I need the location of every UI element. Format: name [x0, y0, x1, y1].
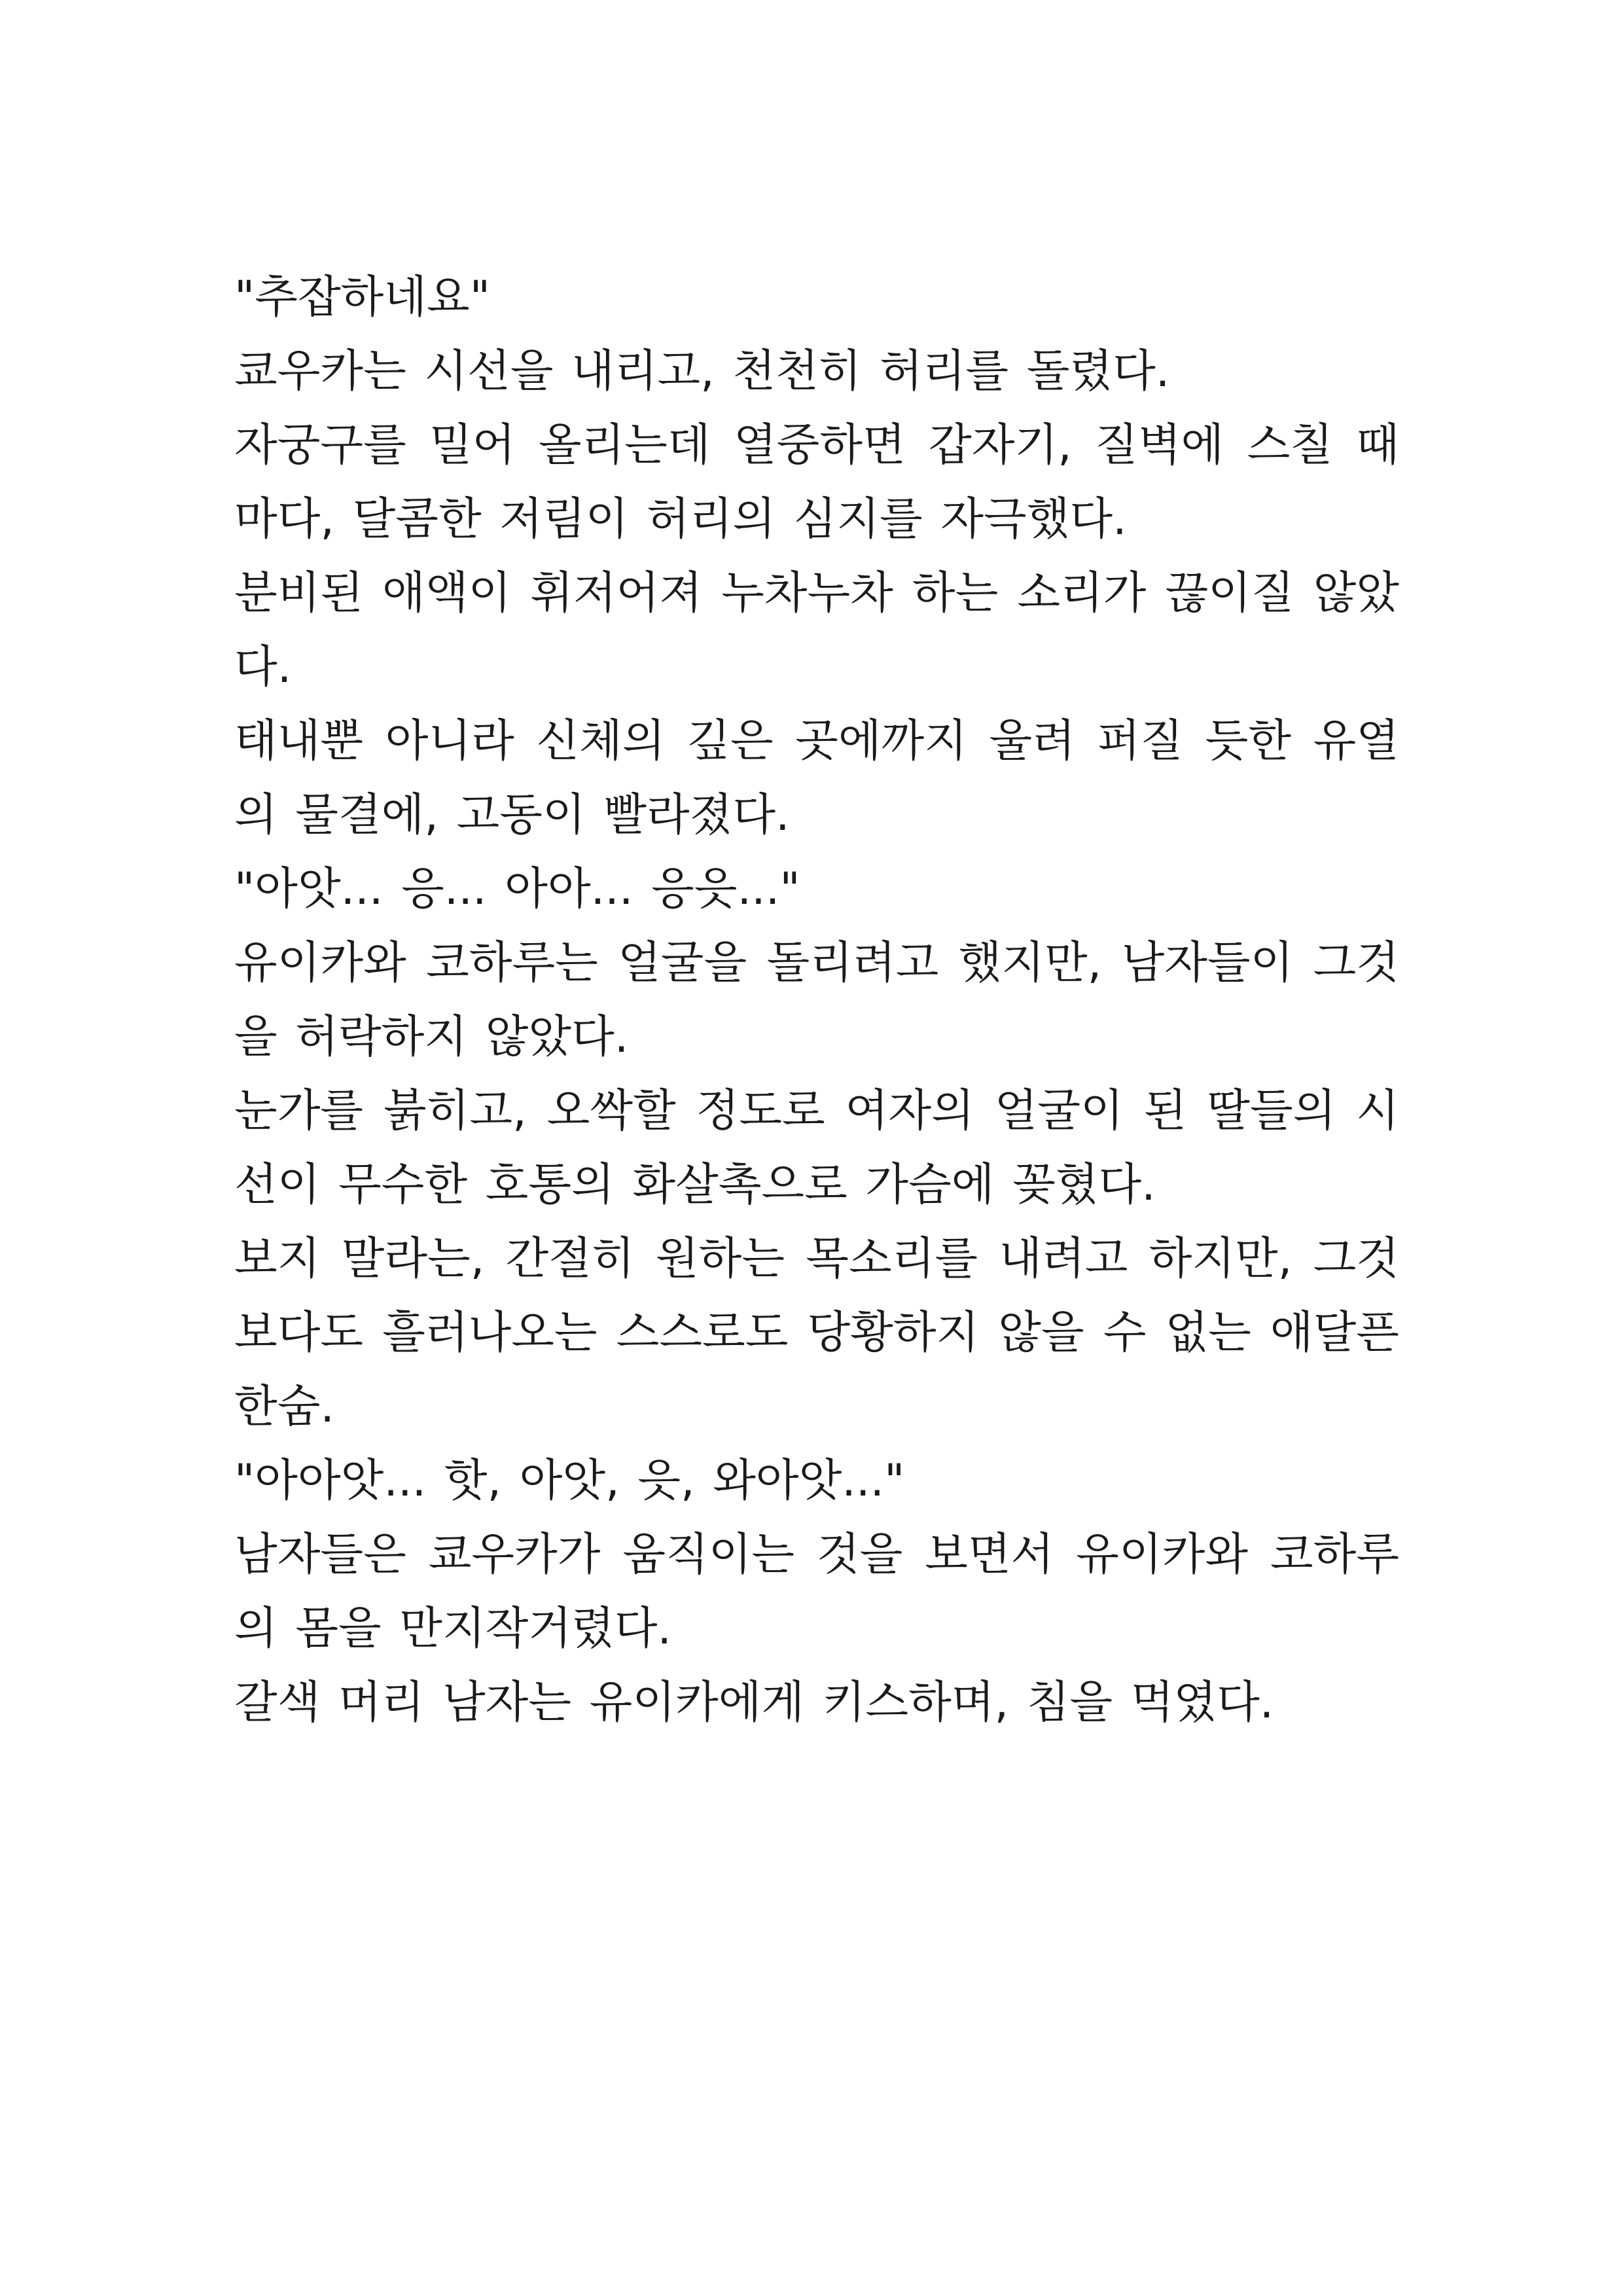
- paragraph: 태내뿐 아니라 신체의 깊은 곳에까지 울려 퍼질 듯한 유열의 물결에, 고동이 빨라졌다.: [234, 715, 1399, 841]
- paragraph: 분비된 애액이 휘저어져 누차누차 하는 소리가 끊이질 않았다.: [234, 567, 1399, 693]
- paragraph: "아앗... 응... 아아... 응읏...": [234, 863, 800, 915]
- paragraph: "아아앗... 핫, 아앗, 읏, 와아앗...": [234, 1455, 905, 1507]
- paragraph: 자궁구를 밀어 올리는데 열중하면 갑자기, 질벽에 스칠 때마다, 달콤한 저림이 허리의 심지를 자극했다.: [234, 420, 1399, 545]
- paragraph: "추잡하네요": [234, 272, 490, 323]
- paragraph: 갈색 머리 남자는 유이카에게 키스하며, 침을 먹였다.: [234, 1677, 1274, 1729]
- paragraph: 보지 말라는, 간절히 원하는 목소리를 내려고 하지만, 그것보다도 흘러나오는 스스로도 당황하지 않을 수 없는 애달픈 한숨.: [234, 1233, 1399, 1433]
- paragraph: 유이카와 코하루는 얼굴을 돌리려고 했지만, 남자들이 그것을 허락하지 않았다.: [234, 937, 1399, 1063]
- paragraph: 눈가를 붉히고, 오싹할 정도로 여자의 얼굴이 된 딸들의 시선이 무수한 호통의 화살촉으로 가슴에 꽂혔다.: [234, 1085, 1399, 1211]
- paragraph: 남자들은 쿄우카가 움직이는 것을 보면서 유이카와 코하루의 몸을 만지작거렸다.: [234, 1529, 1399, 1655]
- paragraph: 쿄우카는 시선을 내리고, 천천히 허리를 돌렸다.: [234, 346, 1170, 397]
- document-text-body: [234, 260, 1399, 1740]
